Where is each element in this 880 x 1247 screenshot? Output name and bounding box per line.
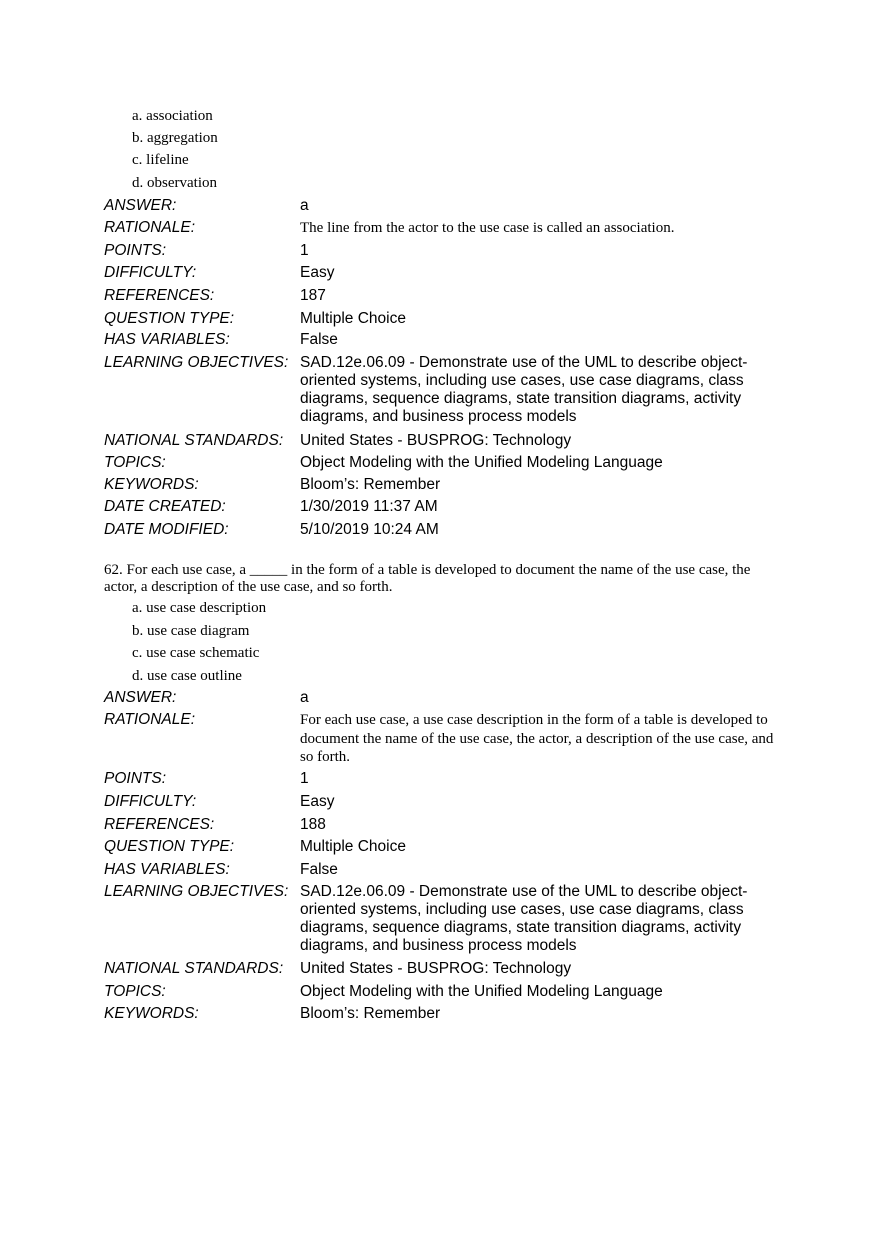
has-variables-label: HAS VARIABLES: xyxy=(104,861,230,878)
learning-objectives-value: SAD.12e.06.09 - Demonstrate use of the UML to describe object-oriented systems, including use cases, use case diagrams, class diagrams, sequence diagrams, state transition diagrams, activity diagrams, and business process models xyxy=(300,354,748,425)
answer-option: d. use case outline xyxy=(132,668,242,684)
date-created-label: DATE CREATED: xyxy=(104,498,226,515)
points-value: 1 xyxy=(300,770,309,787)
keywords-label: KEYWORDS: xyxy=(104,476,199,493)
rationale-value: For each use case, a use case description in the form of a table is developed to document the name of the use case, the actor, a description of the use case, and so forth. xyxy=(300,712,774,765)
date-created-value: 1/30/2019 11:37 AM xyxy=(300,498,438,515)
learning-objectives-label: LEARNING OBJECTIVES: xyxy=(104,354,289,371)
topics-label: TOPICS: xyxy=(104,983,166,1000)
difficulty-value: Easy xyxy=(300,264,335,281)
answer-option: a. association xyxy=(132,108,213,124)
references-value: 187 xyxy=(300,287,326,304)
difficulty-label: DIFFICULTY: xyxy=(104,264,197,281)
answer-value: a xyxy=(300,197,309,214)
answer-option: d. observation xyxy=(132,175,217,191)
learning-objectives-label: LEARNING OBJECTIVES: xyxy=(104,883,289,900)
keywords-value: Bloom’s: Remember xyxy=(300,476,441,493)
answer-option: a. use case description xyxy=(132,600,267,616)
references-value: 188 xyxy=(300,816,326,833)
national-standards-value: United States - BUSPROG: Technology xyxy=(300,432,572,449)
question-type-value: Multiple Choice xyxy=(300,310,406,327)
difficulty-label: DIFFICULTY: xyxy=(104,793,197,810)
answer-option: b. aggregation xyxy=(132,130,218,146)
national-standards-value: United States - BUSPROG: Technology xyxy=(300,960,572,977)
answer-option: c. use case schematic xyxy=(132,645,260,661)
has-variables-value: False xyxy=(300,331,338,348)
rationale-value: The line from the actor to the use case is called an association. xyxy=(300,220,675,236)
points-label: POINTS: xyxy=(104,770,167,787)
topics-value: Object Modeling with the Unified Modeling Language xyxy=(300,983,663,1000)
references-label: REFERENCES: xyxy=(104,816,215,833)
question-type-label: QUESTION TYPE: xyxy=(104,310,235,327)
question-type-label: QUESTION TYPE: xyxy=(104,838,235,855)
date-modified-value: 5/10/2019 10:24 AM xyxy=(300,521,439,538)
answer-option: b. use case diagram xyxy=(132,623,250,639)
has-variables-value: False xyxy=(300,861,338,878)
answer-option: c. lifeline xyxy=(132,152,189,168)
question-type-value: Multiple Choice xyxy=(300,838,406,855)
points-value: 1 xyxy=(300,242,309,259)
keywords-label: KEYWORDS: xyxy=(104,1005,199,1022)
learning-objectives-value: SAD.12e.06.09 - Demonstrate use of the UML to describe object-oriented systems, including use cases, use case diagrams, class diagrams, sequence diagrams, state transition diagrams, activity diagrams, and business process models xyxy=(300,883,748,954)
has-variables-label: HAS VARIABLES: xyxy=(104,331,230,348)
difficulty-value: Easy xyxy=(300,793,335,810)
topics-label: TOPICS: xyxy=(104,454,166,471)
answer-label: ANSWER: xyxy=(104,197,177,214)
points-label: POINTS: xyxy=(104,242,167,259)
topics-value: Object Modeling with the Unified Modeling Language xyxy=(300,454,663,471)
keywords-value: Bloom’s: Remember xyxy=(300,1005,441,1022)
question-text: 62. For each use case, a _____ in the form of a table is developed to document the name of the use case, the actor, a description of the use case, and so forth. xyxy=(104,562,751,595)
national-standards-label: NATIONAL STANDARDS: xyxy=(104,432,284,449)
answer-value: a xyxy=(300,689,309,706)
answer-label: ANSWER: xyxy=(104,689,177,706)
references-label: REFERENCES: xyxy=(104,287,215,304)
date-modified-label: DATE MODIFIED: xyxy=(104,521,229,538)
national-standards-label: NATIONAL STANDARDS: xyxy=(104,960,284,977)
rationale-label: RATIONALE: xyxy=(104,711,196,728)
rationale-label: RATIONALE: xyxy=(104,219,196,236)
